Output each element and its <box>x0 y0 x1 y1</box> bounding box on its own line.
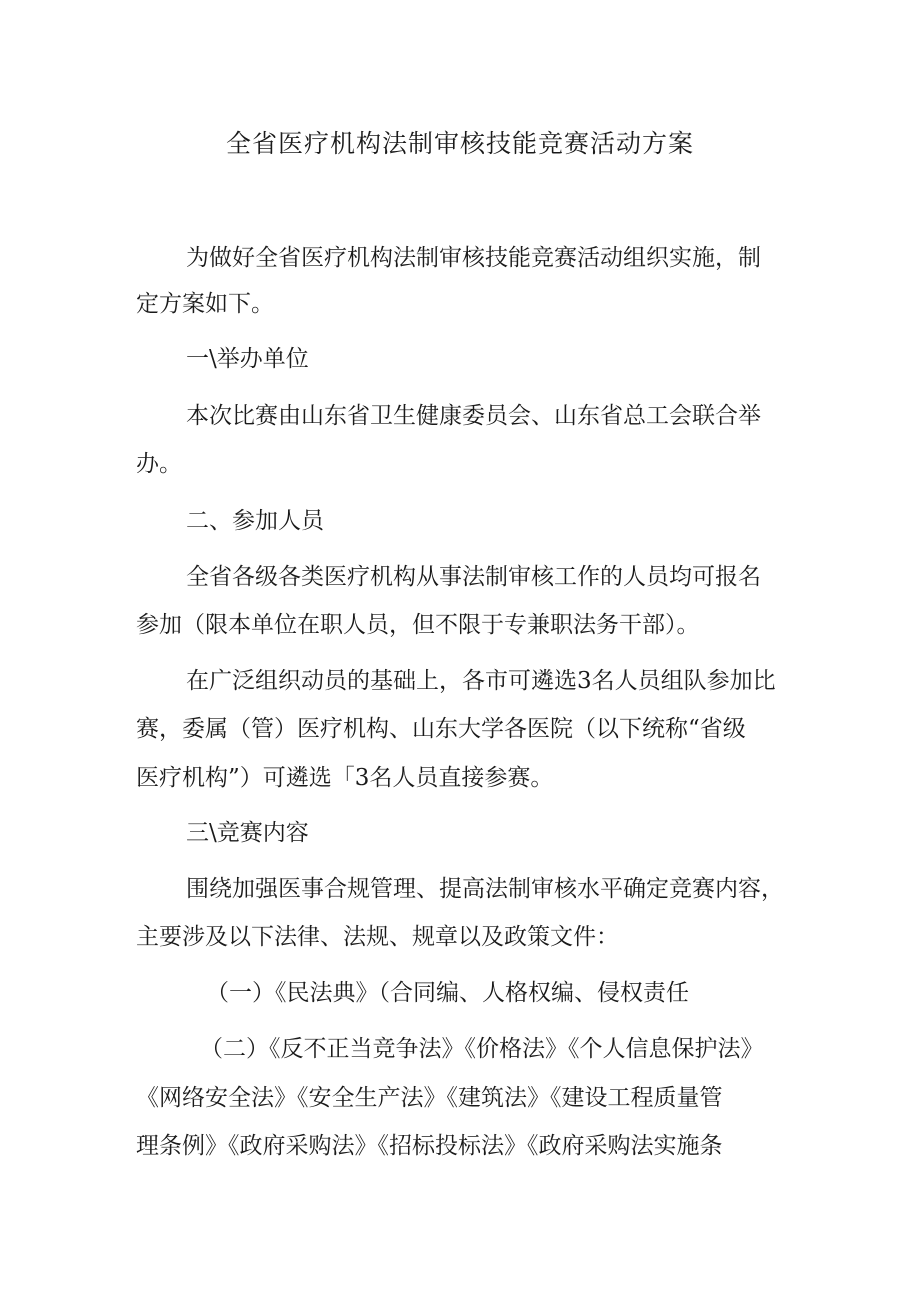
paragraph-selection-line-1: 在广泛组织动员的基础上，各市可遴选3名人员组队参加比 <box>186 668 776 694</box>
paragraph-content-line-2: 主要涉及以下法律、法规、规章以及政策文件： <box>136 924 619 950</box>
paragraph-organizer-line-1: 本次比赛由山东省卫生健康委员会、山东省总工会联合举 <box>186 403 761 429</box>
paragraph-content-line-1: 围绕加强医事合规管理、提高法制审核水平确定竞赛内容， <box>186 876 784 902</box>
paragraph-organizer-line-2: 办。 <box>136 451 182 477</box>
paragraph-intro-line-2: 定方案如下。 <box>136 291 274 317</box>
section-heading-organizer: 一\举办单位 <box>186 346 309 372</box>
paragraph-participants-line-2: 参加（限本单位在职人员，但不限于专兼职法务干部）。 <box>136 612 700 638</box>
paragraph-selection-line-3: 医疗机构”）可遴选「3名人员直接参赛。 <box>136 765 554 791</box>
section-heading-content: 三\竞赛内容 <box>186 820 309 846</box>
list-item-2-line-1: （二）《反不正当竞争法》《价格法》《个人信息保护法》 <box>200 1036 764 1062</box>
list-item-2-line-3: 理条例》《政府采购法》《招标投标法》《政府采购法实施条 <box>136 1133 723 1159</box>
list-item-1-line-1: （一）《民法典》（合同编、人格权编、侵权责任 <box>206 980 689 1006</box>
paragraph-intro-line-1: 为做好全省医疗机构法制审核技能竞赛活动组织实施，制 <box>186 245 761 271</box>
paragraph-participants-line-1: 全省各级各类医疗机构从事法制审核工作的人员均可报名 <box>186 564 761 590</box>
section-heading-participants: 二、参加人员 <box>186 508 324 534</box>
list-item-2-line-2: 《网络安全法》《安全生产法》《建筑法》《建设工程质量管 <box>136 1085 723 1111</box>
paragraph-selection-line-2: 赛，委属（管）医疗机构、山东大学各医院（以下统称“省级 <box>136 716 746 742</box>
document-title: 全省医疗机构法制审核技能竞赛活动方案 <box>225 129 694 158</box>
